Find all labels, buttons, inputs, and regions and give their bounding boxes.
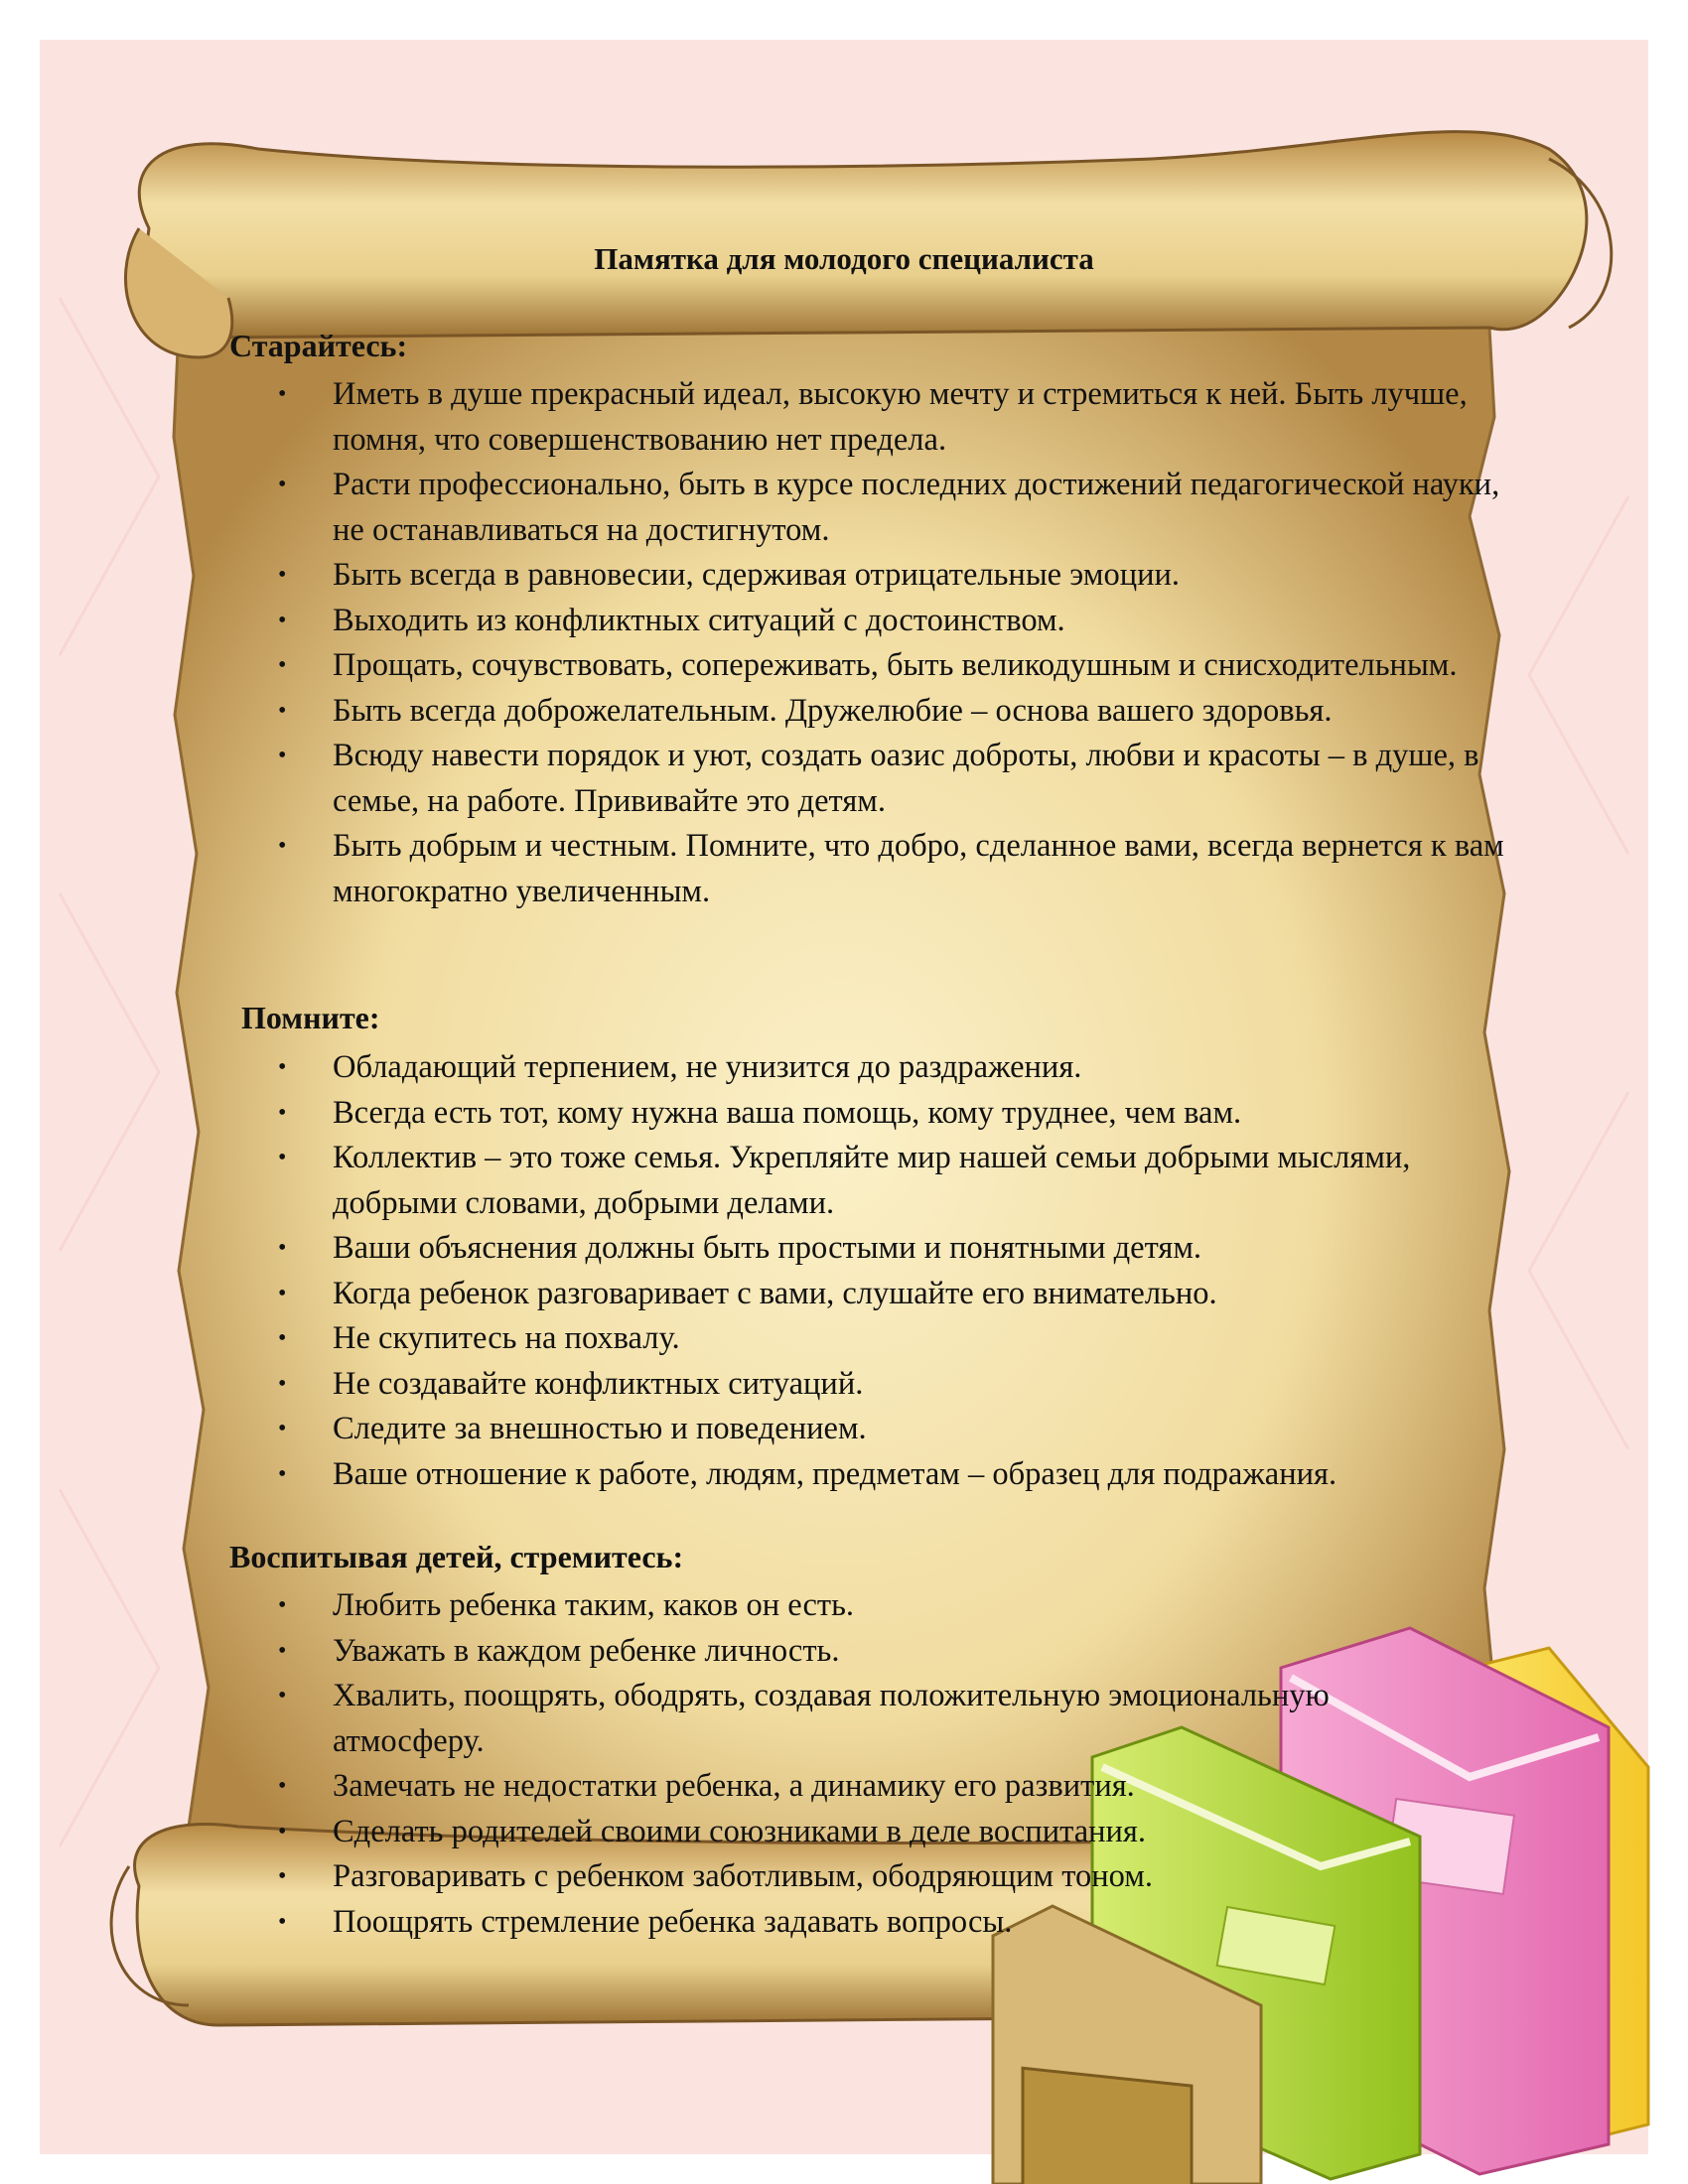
list-item: • Иметь в душе прекрасный идеал, высокую мечту и стремиться к ней. Быть лучше, помня, что совершенствованию нет предела. bbox=[278, 372, 1539, 463]
list-item: • Коллектив – это тоже семья. Укрепляйте мир нашей семьи добрыми мыслями, добрыми словами, добрыми делами. bbox=[278, 1136, 1539, 1226]
section-heading-try: Старайтесь: bbox=[229, 328, 408, 363]
document-title: Памятка для молодого специалиста bbox=[594, 241, 1094, 276]
list-item: • Прощать, сочувствовать, сопереживать, быть великодушным и снисходительным. bbox=[278, 643, 1539, 689]
list-item: • Ваши объяснения должны быть простыми и понятными детям. bbox=[278, 1226, 1539, 1272]
list-item: • Не создавайте конфликтных ситуаций. bbox=[278, 1362, 1539, 1408]
list-item: • Всюду навести порядок и уют, создать оазис доброты, любви и красоты – в душе, в семье, на работе. Прививайте это детям. bbox=[278, 734, 1539, 824]
list-upbringing bbox=[278, 1583, 1539, 1945]
list-item: • Поощрять стремление ребенка задавать вопросы. bbox=[278, 1900, 1539, 1946]
list-item: • Хвалить, поощрять, ободрять, создавая положительную эмоциональную атмосферу. bbox=[278, 1674, 1345, 1764]
list-item: • Быть всегда в равновесии, сдерживая отрицательные эмоции. bbox=[278, 553, 1539, 599]
list-item: • Уважать в каждом ребенке личность. bbox=[278, 1629, 1539, 1675]
list-item: • Разговаривать с ребенком заботливым, ободряющим тоном. bbox=[278, 1854, 1539, 1900]
list-item: • Следите за внешностью и поведением. bbox=[278, 1407, 1539, 1452]
list-item: • Сделать родителей своими союзниками в деле воспитания. bbox=[278, 1810, 1539, 1855]
section-heading-upbringing: Воспитывая детей, стремитесь: bbox=[229, 1539, 684, 1574]
list-item: • Когда ребенок разговаривает с вами, слушайте его внимательно. bbox=[278, 1272, 1539, 1317]
list-item: • Не скупитесь на похвалу. bbox=[278, 1316, 1539, 1362]
list-item: • Выходить из конфликтных ситуаций с достоинством. bbox=[278, 599, 1539, 644]
list-remember bbox=[278, 1045, 1539, 1497]
list-item: • Быть добрым и честным. Помните, что добро, сделанное вами, всегда вернется к вам многократно увеличенным. bbox=[278, 824, 1539, 914]
list-item: • Расти профессионально, быть в курсе последних достижений педагогической науки, не останавливаться на достигнутом. bbox=[278, 463, 1539, 553]
list-item: • Любить ребенка таким, каков он есть. bbox=[278, 1583, 1539, 1629]
list-try bbox=[278, 372, 1539, 914]
list-item: • Быть всегда доброжелательным. Дружелюбие – основа вашего здоровья. bbox=[278, 689, 1539, 735]
list-item: • Обладающий терпением, не унизится до раздражения. bbox=[278, 1045, 1539, 1091]
section-heading-remember: Помните: bbox=[241, 1000, 380, 1035]
list-item: • Ваше отношение к работе, людям, предметам – образец для подражания. bbox=[278, 1452, 1539, 1498]
list-item: • Замечать не недостатки ребенка, а динамику его развития. bbox=[278, 1764, 1539, 1810]
list-item: • Всегда есть тот, кому нужна ваша помощь, кому труднее, чем вам. bbox=[278, 1091, 1539, 1137]
